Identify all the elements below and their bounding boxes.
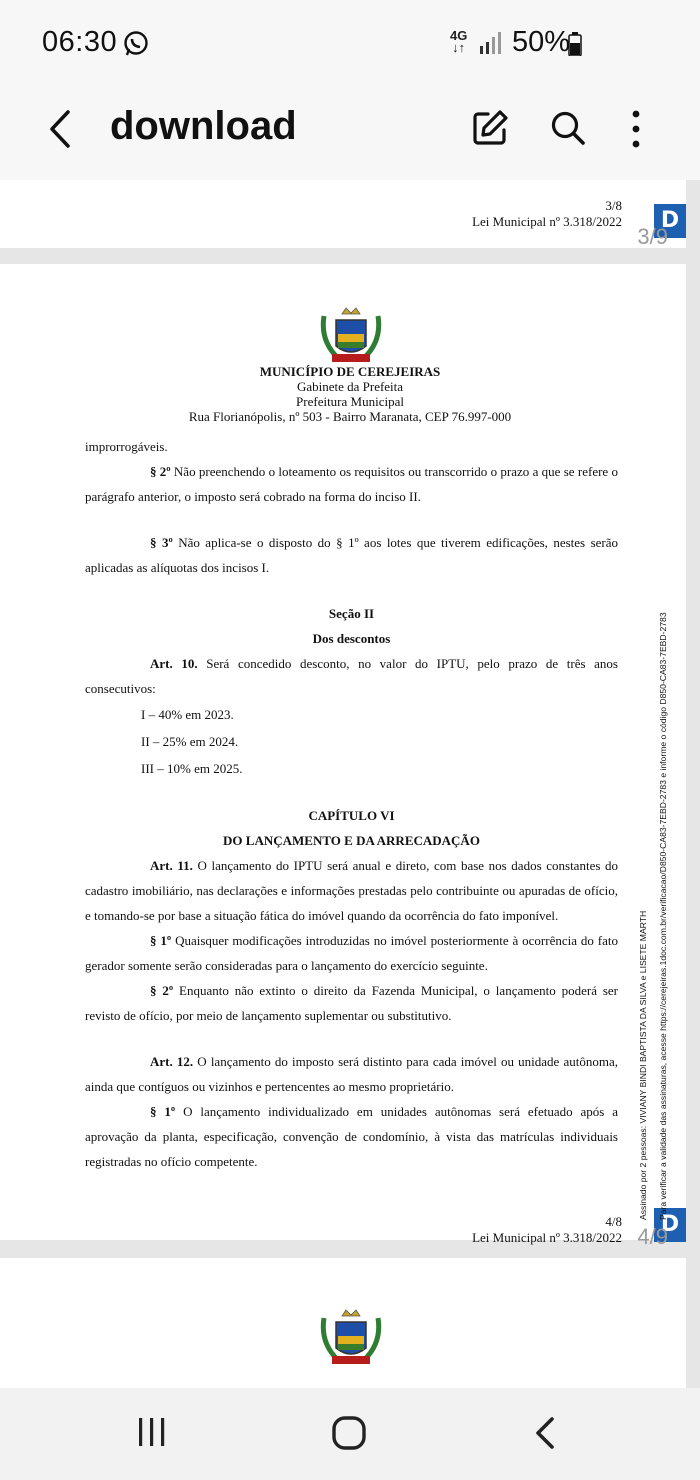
section-subtitle: Dos descontos (312, 631, 391, 646)
1doc-logo-icon: D (654, 1208, 686, 1242)
nav-back-icon[interactable] (530, 1414, 560, 1452)
page-number-indicator: 4/9 (637, 1224, 668, 1249)
battery-percent: 50% (512, 26, 571, 58)
header-line-cabinet: Gabinete da Prefeita (296, 379, 404, 394)
signature-validation-link: Para verificar a validade das assinaturas, acesse https://cerejeiras.1doc.com.br/verificacao/D850-CA83-7EBD-2783 e informe o código D850-CA83-7EBD-2783 (658, 612, 668, 1220)
network-type: 4G ↓↑ (450, 28, 468, 55)
file-title: download (110, 104, 297, 148)
status-bar (0, 0, 700, 88)
municipality-name: MUNICÍPIO DE CEREJEIRAS (259, 364, 441, 379)
document-header (0, 364, 700, 424)
search-icon[interactable] (548, 108, 588, 148)
chapter-subtitle: DO LANÇAMENTO E DA ARRECADAÇÃO (223, 833, 480, 848)
paragraph: § 3º Não aplica-se o disposto do § 1º aos lotes que tiverem edificações, nestes serão aplicadas as alíquotas dos incisos I. (85, 535, 618, 575)
paragraph: § 1º O lançamento individualizado em unidades autônomas será efetuado após a aprovação da planta, especificação, convenção de condomínio, à vista das matrículas individuais registradas no ofício competente. (85, 1104, 618, 1169)
pdf-page-5 (0, 1258, 686, 1388)
pdf-viewer[interactable] (0, 180, 700, 1388)
recent-apps-icon[interactable] (136, 1414, 168, 1450)
list-item: I – 40% em 2023. (141, 707, 234, 722)
paragraph: § 2º Não preenchendo o loteamento os requisitos ou transcorrido o prazo a que se refere o parágrafo anterior, o imposto será cobrado na forma do inciso II. (85, 464, 618, 504)
paragraph: improrrogáveis. (85, 439, 168, 454)
edit-icon[interactable] (470, 108, 510, 148)
article: Art. 12. O lançamento do imposto será distinto para cada imóvel ou unidade autônoma, ainda que contíguos ou vizinhos e pertencentes ao mesmo proprietário. (85, 1054, 618, 1094)
more-options-icon[interactable] (626, 108, 646, 150)
home-icon[interactable] (330, 1414, 368, 1452)
paragraph: § 1º Quaisquer modificações introduzidas no imóvel posteriormente à ocorrência do fato gerador somente serão consideradas para o lançamento do exercício seguinte. (85, 933, 618, 973)
chapter-title: CAPÍTULO VI (308, 808, 395, 823)
app-bar (0, 88, 700, 180)
pdf-page-3 (0, 180, 686, 248)
status-time: 06:30 (42, 26, 118, 58)
signal-icon (478, 32, 502, 54)
municipal-crest-icon (318, 306, 384, 366)
navigation-bar (0, 1388, 700, 1480)
back-arrow-icon[interactable] (40, 106, 80, 152)
pdf-page-4 (0, 264, 686, 1249)
battery-icon (568, 32, 582, 56)
page-number-indicator: 3/9 (637, 224, 668, 249)
list-item: III – 10% em 2025. (141, 761, 243, 776)
whatsapp-icon (122, 30, 150, 58)
section-title: Seção II (328, 606, 375, 621)
page-footer: 3/8 Lei Municipal nº 3.318/2022 (472, 198, 622, 229)
list-item: II – 25% em 2024. (141, 734, 239, 749)
municipal-crest-icon (318, 1308, 384, 1368)
header-line-prefecture: Prefeitura Municipal (296, 394, 404, 409)
article: Art. 11. O lançamento do IPTU será anual e direto, com base nos dados constantes do cadastro imobiliário, nas declarações e informações prestadas pelo contribuinte ou apuradas de ofício, e tomando-se por base a situação fática do imóvel quando da ocorrência do fato imponível. (85, 858, 618, 923)
1doc-logo-icon: D (654, 204, 686, 238)
signature-validation-text: Assinado por 2 pessoas: VIVIANY BINDI BAPTISTA DA SILVA e LISETE MARTH (638, 910, 648, 1220)
document-body (85, 434, 618, 1174)
header-address: Rua Florianópolis, nº 503 - Bairro Maranata, CEP 76.997-000 (188, 409, 512, 424)
article: Art. 10. Será concedido desconto, no valor do IPTU, pelo prazo de três anos consecutivos: (85, 656, 618, 696)
paragraph: § 2º Enquanto não extinto o direito da Fazenda Municipal, o lançamento poderá ser revisto de ofício, por meio de lançamento suplementar ou substitutivo. (85, 983, 618, 1023)
page-footer: 4/8 Lei Municipal nº 3.318/2022 (472, 1214, 622, 1245)
